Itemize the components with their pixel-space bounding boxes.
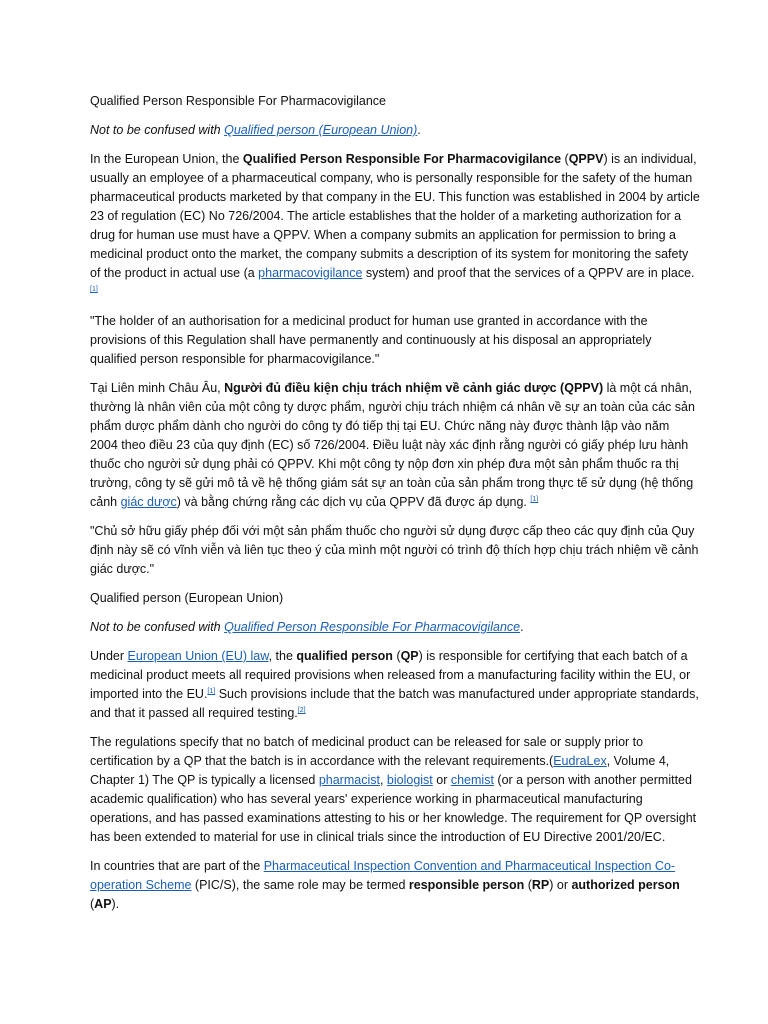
text-segment: In countries that are part of the [90,859,264,873]
text-segment: In the European Union, the [90,152,243,166]
term-responsible-person: responsible person [408,878,525,892]
term-qualified-person: qualified person [296,649,393,663]
text-segment: (PIC/S), the same role may be termed [191,878,409,892]
text-segment: The regulations specify that no batch of medicinal product can be released for sale or supply prior to certification by a QP that the batch is in accordance with the relevant requirements.( [90,735,644,768]
term-qppv-abbr: QPPV [568,152,604,166]
note-suffix: . [520,620,524,634]
disambiguation-note [90,618,700,637]
reference-link-1[interactable]: [1] [90,285,98,293]
term-qppv-full: Qualified Person Responsible For Pharmacovigilance [242,152,562,166]
text-segment: ) và bằng chứng rằng các dịch vụ của QPPV đã được áp dụng. [176,495,531,509]
text-segment: , the [268,649,297,663]
link-pharmacist[interactable]: pharmacist [318,773,380,787]
text-segment: ( [90,897,95,911]
link-pharmacovigilance[interactable]: pharmacovigilance [258,266,363,280]
term-qppv-vietnamese: Người đủ điều kiện chịu trách nhiệm về cảnh giác dược (QPPV) [224,381,604,395]
reference-link-1[interactable]: [1] [530,495,539,503]
link-chemist[interactable]: chemist [450,773,494,787]
disambiguation-note [90,121,700,140]
reference-link-1[interactable]: [1] [207,687,216,695]
text-segment: ) is responsible for certifying that each batch of a medicinal product meets all required provisions when released from a manufacturing facility within the EU, or imported into the EU. [90,649,691,701]
link-giac-duoc[interactable]: giác dược [120,495,177,509]
paragraph-qp-pics [90,857,700,914]
link-biologist[interactable]: biologist [386,773,433,787]
link-pic-s[interactable]: Pharmaceutical Inspection Convention and Pharmaceutical Inspection Co-operation Scheme [90,859,676,892]
text-segment: ( [524,878,532,892]
note-prefix: Not to be confused with [90,123,225,137]
paragraph-qppv-vietnamese [90,379,700,512]
regulation-quote-vietnamese: "Chủ sở hữu giấy phép đối với một sản phẩm thuốc cho người sử dụng được cấp theo các quy định của Quy định này sẽ có vĩnh viễn và liên tục theo ý của mình một người có trình độ thích hợp chịu trách nhiệm về cảnh giác dược." [90,524,699,576]
paragraph-qppv-intro [90,150,700,302]
text-segment: or [432,773,451,787]
reference-link-2[interactable]: [2] [297,706,306,714]
text-segment: system) and proof that the services of a QPPV are in place. [362,266,695,280]
text-segment: Such provisions include that the batch was manufactured under appropriate standards, and that it passed all required testing. [90,687,699,720]
text-segment: ( [561,152,569,166]
text-segment: ) or [549,878,572,892]
link-qualified-person-eu[interactable]: Qualified person (European Union) [224,123,418,137]
text-segment: , Volume 4, Chapter 1) The QP is typically a licensed [90,754,670,787]
term-ap-abbr: AP [94,897,112,911]
paragraph-qp-intro [90,647,700,723]
term-authorized-person: authorized person [571,878,680,892]
text-segment: ) is an individual, usually an employee of a pharmaceutical company, who is personally responsible for the safety of the human pharmaceutical products marketed by that company in the EU. This function was established in 2004 by article 23 of regulation (EC) No 726/2004. The article establishes that the holder of a marketing authorization for a drug for human use must have a QPPV. When a company submits an application for permission to bring a medicinal product onto the market, the company submits a description of its system for monitoring the safety of the product in actual use (a [90,152,700,280]
text-segment: Tại Liên minh Châu Âu, [90,381,225,395]
paragraph-qp-regulations [90,733,700,847]
note-prefix: Not to be confused with [90,620,225,634]
text-segment: , [379,773,387,787]
text-segment: ). [111,897,120,911]
text-segment: ( [392,649,401,663]
document-page [90,92,700,924]
term-qp-abbr: QP [400,649,419,663]
link-eudralex[interactable]: EudraLex [553,754,607,768]
text-segment: (or a person with another permitted academic qualification) who has several years' experience working in pharmaceutical manufacturing operations, and has passed examinations attesting to his or her knowledge. The requirement for QP oversight has been extended to material for use in clinical trials since the introduction of EU Directive 2001/20/EC. [90,773,697,844]
link-eu-law[interactable]: European Union (EU) law [127,649,269,663]
link-qppv[interactable]: Qualified Person Responsible For Pharmacovigilance [224,620,521,634]
regulation-quote: "The holder of an authorisation for a medicinal product for human use granted in accordance with the provisions of this Regulation shall have permanently and continuously at his disposal an appropriately qualified person responsible for pharmacovigilance." [90,314,652,366]
section-heading-qp: Qualified person (European Union) [90,591,284,605]
text-segment: Under [90,649,128,663]
note-suffix: . [417,123,421,137]
section-heading-qppv: Qualified Person Responsible For Pharmacovigilance [90,94,386,108]
term-rp-abbr: RP [531,878,550,892]
text-segment: là một cá nhân, thường là nhân viên của một công ty dược phẩm, người chịu trách nhiệm cá nhân về sự an toàn của các sản phẩm dược phẩm dành cho người do công ty đó tiếp thị tại EU. Chức năng này được thành lập vào năm 2004 theo điều 23 của quy định (EC) số 726/2004. Điều luật này xác định rằng người có giấy phép lưu hành thuốc cho người sử dụng phải có QPPV. Khi một công ty nộp đơn xin phép đưa một sản phẩm thuốc ra thị trường, công ty sẽ gửi mô tả về hệ thống giám sát sự an toàn của sản phẩm trong thực tế sử dụng (hệ thống cảnh [90,381,695,509]
